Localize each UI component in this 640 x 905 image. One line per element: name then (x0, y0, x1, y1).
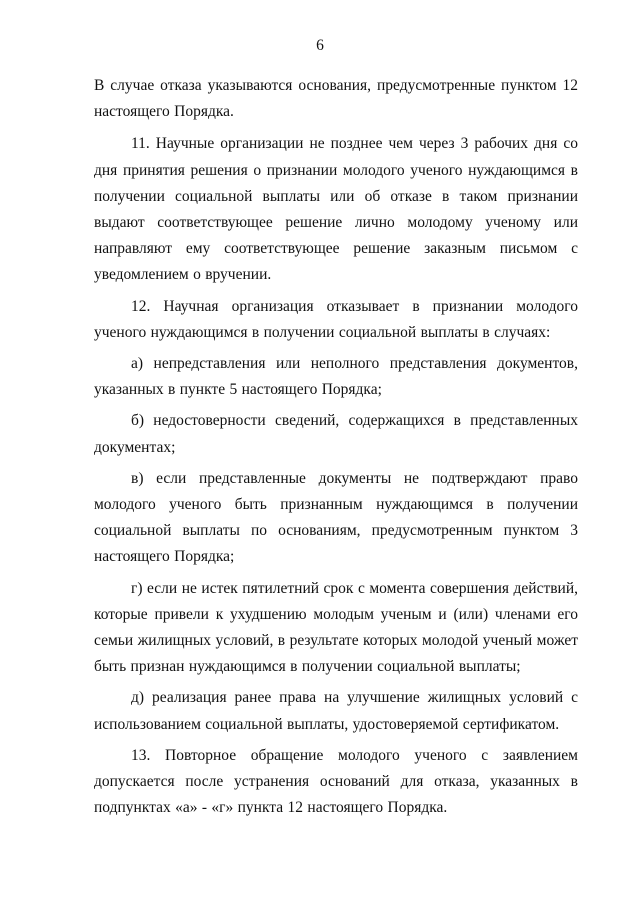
paragraph-clause-13: 13. Повторное обращение молодого ученого с заявлением допускается после устранения оснований для отказа, указанных в подпунктах «а» - «г» пункта 12 настоящего Порядка. (94, 746, 578, 817)
paragraph-clause-12: 12. Научная организация отказывает в признании молодого ученого нуждающимся в получении социальной выплаты в случаях: (94, 297, 578, 341)
paragraph-clause-12-a: а) непредставления или неполного представления документов, указанных в пункте 5 настоящего Порядка; (94, 355, 578, 399)
paragraph-clause-11: 11. Научные организации не позднее чем через 3 рабочих дня со дня принятия решения о признании молодого ученого нуждающимся в получении социальной выплаты или об отказе в таком признании выдают соответствующее решение лично молодому ученому или направляют ему соответствующее решение заказным письмом с уведомлением о вручении. (94, 135, 578, 284)
paragraph-clause-12-g: г) если не истек пятилетний срок с момента совершения действий, которые привели к ухудшению молодым ученым и (или) членами его семьи жилищных условий, в результате которых молодой ученый может быть признан нуждающимся в получении социальной выплаты; (94, 579, 578, 676)
paragraph-clause-12-v: в) если представленные документы не подтверждают право молодого ученого быть признанным нуждающимся в получении социальной выплаты по основаниям, предусмотренным пунктом 3 настоящего Порядка; (94, 469, 578, 566)
document-body (94, 73, 578, 821)
paragraph-clause-12-b: б) недостоверности сведений, содержащихся в представленных документах; (94, 412, 578, 456)
page-number: 6 (316, 37, 324, 54)
paragraph-refusal-grounds: В случае отказа указываются основания, предусмотренные пунктом 12 настоящего Порядка. (94, 77, 578, 121)
paragraph-clause-12-d: д) реализация ранее права на улучшение жилищных условий с использованием социальной выплаты, удостоверяемой сертификатом. (94, 689, 578, 733)
